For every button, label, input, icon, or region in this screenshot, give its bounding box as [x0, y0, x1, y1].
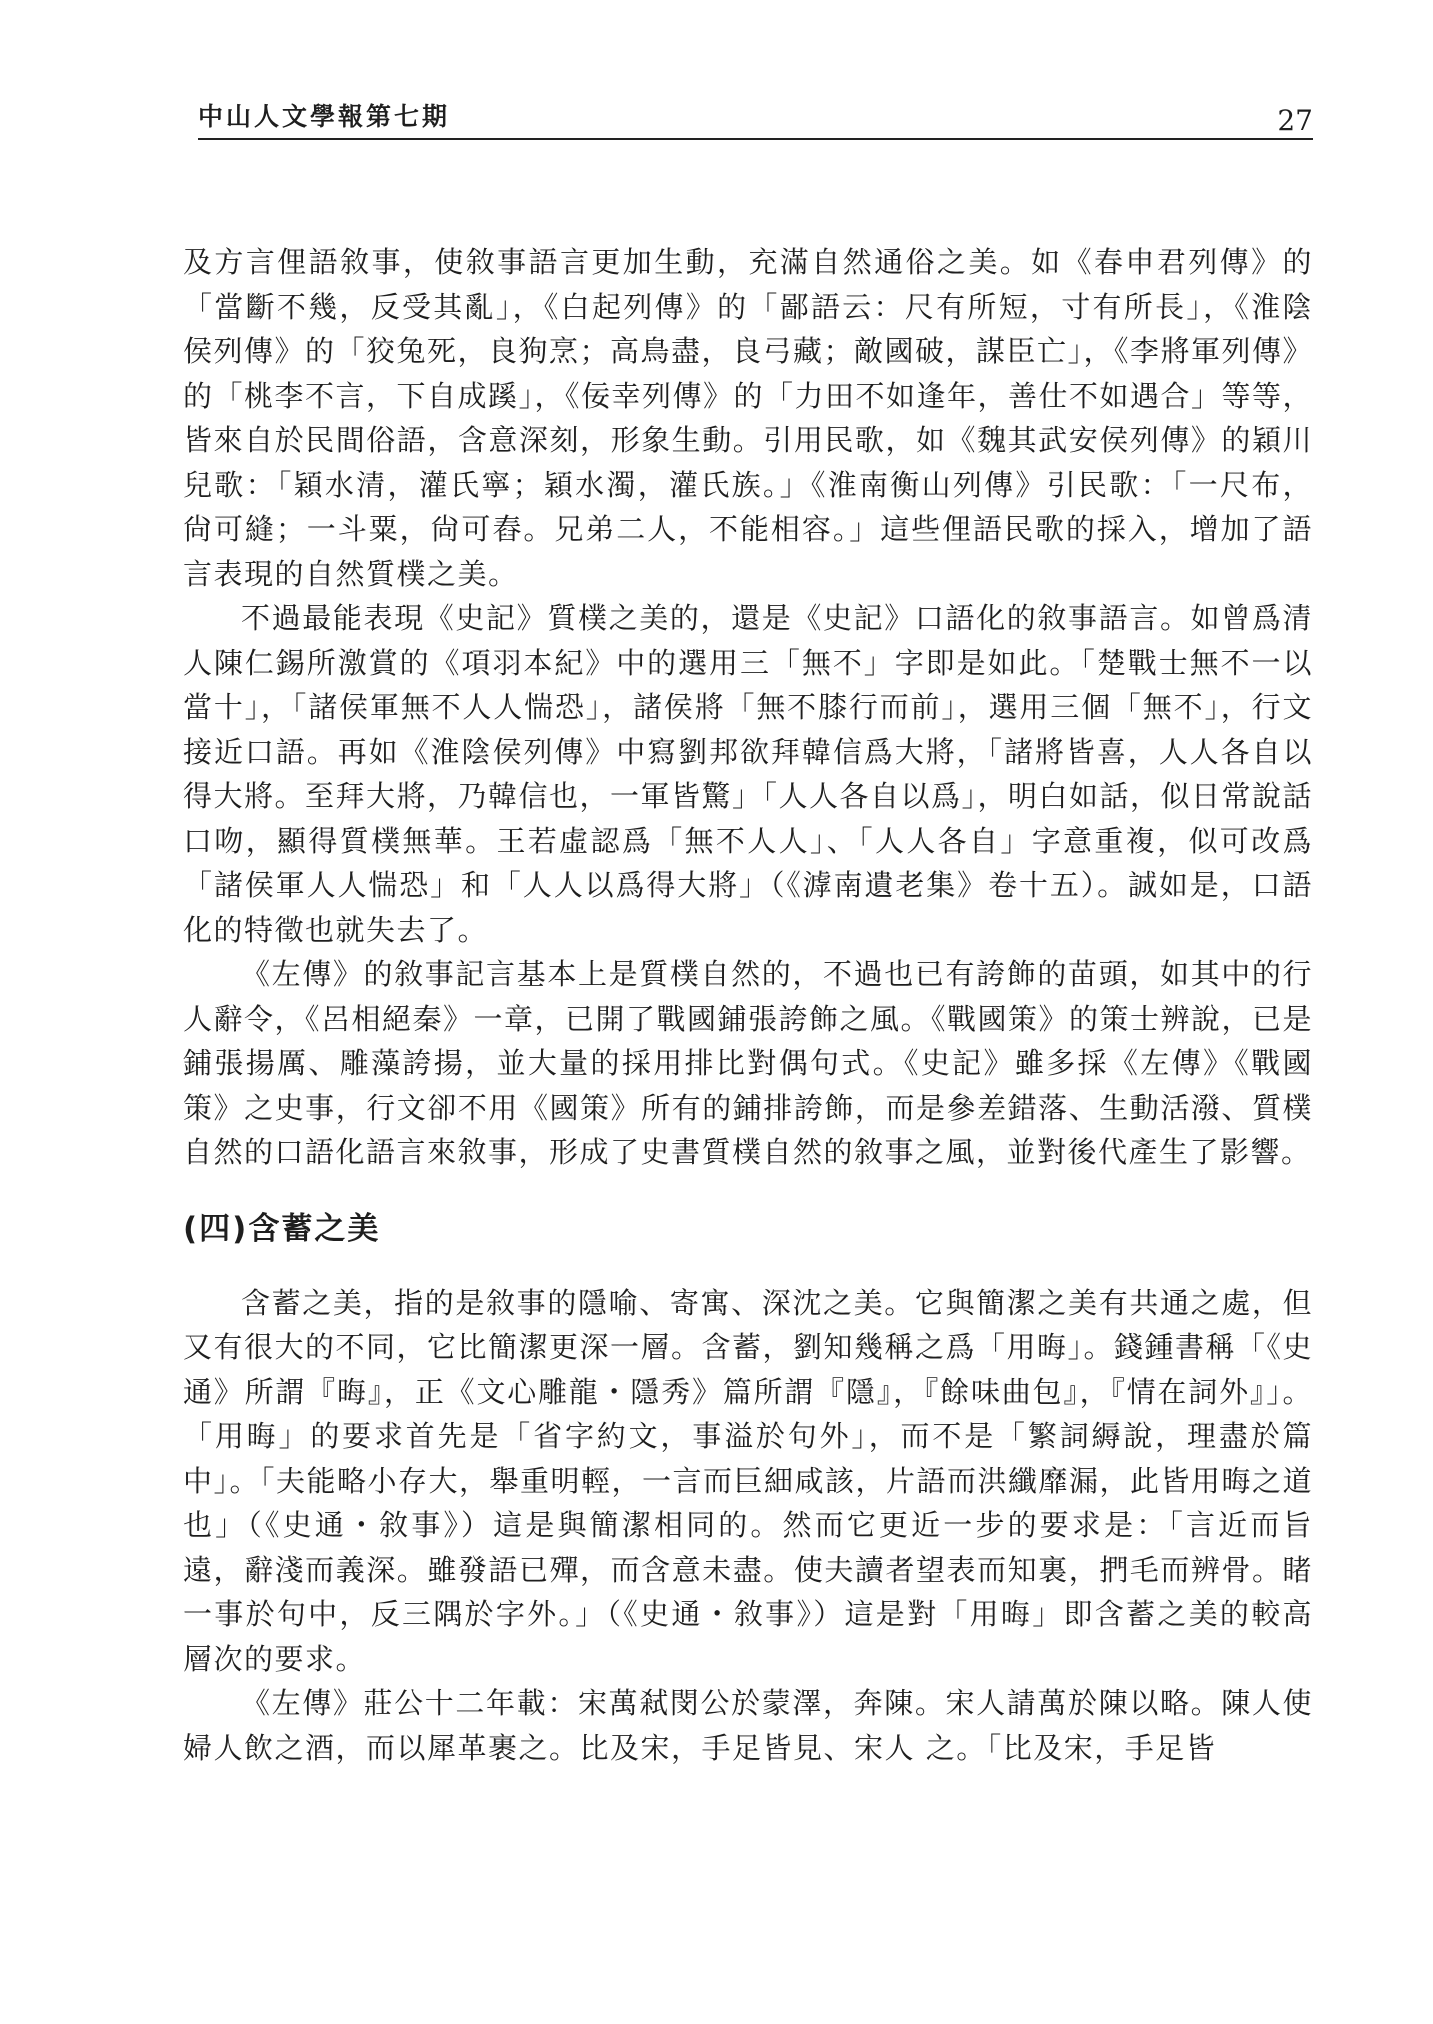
page-body	[183, 240, 1313, 1770]
paragraph: 《左傳》的敘事記言基本上是質樸自然的，不過也已有誇飾的苗頭，如其中的行人辭令，《呂相絕秦》一章，已開了戰國鋪張誇飾之風。《戰國策》的策士辨說，已是鋪張揚厲、雕藻誇揚，並大量的採用排比對偶句式。《史記》雖多採《左傳》《戰國策》之史事，行文卻不用《國策》所有的鋪排誇飾，而是參差錯落、生動活潑、質樸自然的口語化語言來敘事，形成了史書質樸自然的敘事之風，並對後代產生了影響。	[183, 957, 1314, 1169]
paragraph: 不過最能表現《史記》質樸之美的，還是《史記》口語化的敘事語言。如曾爲清人陳仁錫所激賞的《項羽本紀》中的選用三「無不」字即是如此。「楚戰士無不一以當十」，「諸侯軍無不人人惴恐」，諸侯將「無不膝行而前」，選用三個「無不」，行文接近口語。再如《淮陰侯列傳》中寫劉邦欲拜韓信爲大將，「諸將皆喜，人人各自以得大將。至拜大將，乃韓信也，一軍皆驚」「人人各自以爲」，明白如話，似日常說話口吻，顯得質樸無華。王若虛認爲「無不人人」、「人人各自」字意重複，似可改爲「諸侯軍人人惴恐」和「人人以爲得大將」（《滹南遺老集》卷十五）。誠如是，口語化的特徵也就失去了。	[183, 601, 1314, 947]
paragraph: 含蓄之美，指的是敘事的隱喻、寄寓、深沈之美。它與簡潔之美有共通之處，但又有很大的不同，它比簡潔更深一層。含蓄，劉知幾稱之爲「用晦」。錢鍾書稱「《史通》所謂『晦』，正《文心雕龍・隱秀》篇所謂『隱』，『餘味曲包』，『情在詞外』」。「用晦」的要求首先是「省字約文，事溢於句外」，而不是「繁詞縟說，理盡於篇中」。「夫能略小存大，舉重明輕，一言而巨細咸該，片語而洪纖靡漏，此皆用晦之道也」（《史通・敘事》）這是與簡潔相同的。然而它更近一步的要求是：「言近而旨遠，辭淺而義深。雖發語已殫，而含意未盡。使夫讀者望表而知裏，捫毛而辨骨。睹一事於句中，反三隅於字外。」（《史通・敘事》）這是對「用晦」即含蓄之美的較高層次的要求。	[183, 1285, 1314, 1676]
page-number: 27	[1277, 104, 1313, 137]
section-heading: (四)含蓄之美	[183, 1210, 381, 1247]
running-header	[198, 102, 1313, 136]
paragraph: 《左傳》莊公十二年載：宋萬弒閔公於蒙澤，奔陳。宋人請萬於陳以略。陳人使婦人飲之酒，而以犀革裹之。比及宋，手足皆見、宋人 之。「比及宋，手足皆	[183, 1686, 1313, 1765]
header-rule	[198, 138, 1313, 140]
paragraph: 及方言俚語敘事，使敘事語言更加生動，充滿自然通俗之美。如《春申君列傳》的「當斷不幾，反受其亂」，《白起列傳》的「鄙語云：尺有所短，寸有所長」，《淮陰侯列傳》的「狡兔死，良狗烹；高鳥盡，良弓藏；敵國破，謀臣亡」，《李將軍列傳》的「桃李不言，下自成蹊」，《佞幸列傳》的「力田不如逢年，善仕不如遇合」等等，皆來自於民間俗語，含意深刻，形象生動。引用民歌，如《魏其武安侯列傳》的穎川兒歌：「穎水清，灌氏寧；穎水濁，灌氏族。」《淮南衡山列傳》引民歌：「一尺布，尙可縫；一斗粟，尙可舂。兄弟二人，不能相容。」這些俚語民歌的採入，增加了語言表現的自然質樸之美。	[183, 245, 1314, 591]
journal-title: 中山人文學報第七期	[198, 102, 451, 131]
